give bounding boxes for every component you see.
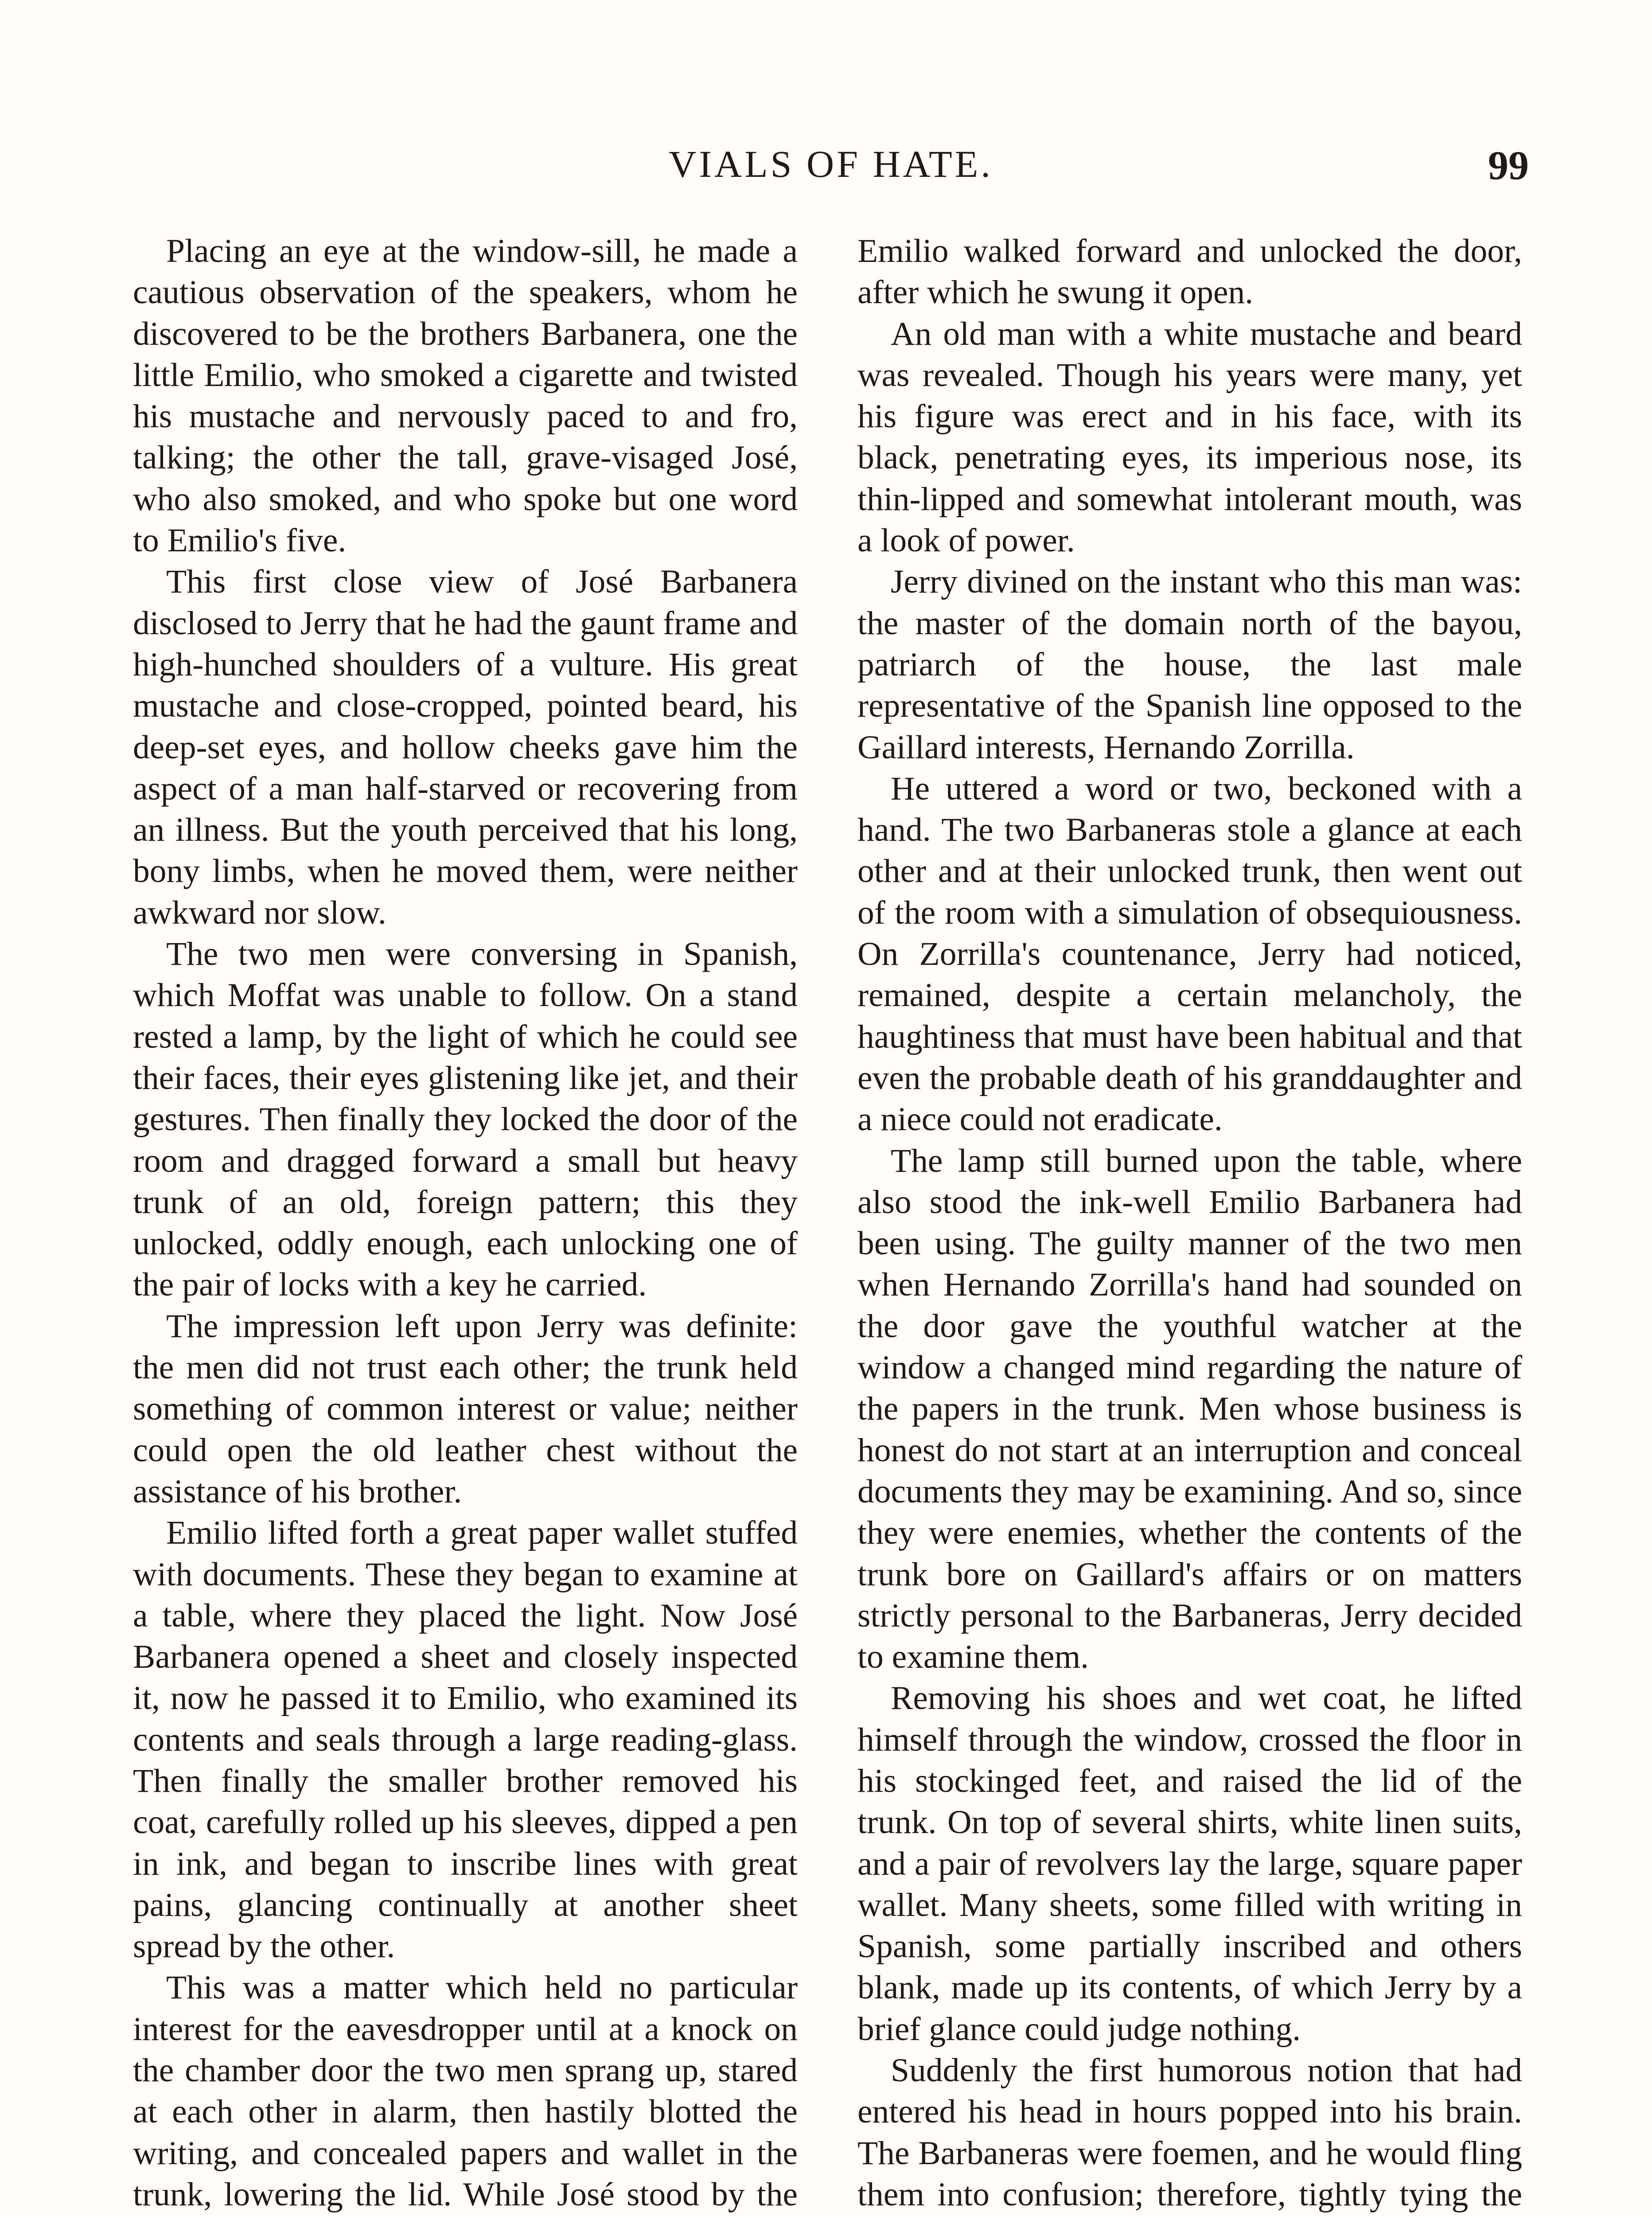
paragraph: This first close view of José Barbanera disclosed to Jerry that he had the gaunt frame and high-hunched shoulders of a vulture. His great mustache and close-cropped, pointed beard, his deep-set eyes, and hollow cheeks gave him the aspect of a man half-starved or recovering from an illness. But the youth perceived that his long, bony limbs, when he moved them, were neither awkward nor slow. [133,563,798,931]
paragraph: Emilio lifted forth a great paper wallet stuffed with documents. These they began to examine at a table, where they placed the light. Now José Barbanera opened a sheet and closely inspected it, now he passed it to Emilio, who examined its contents and seals through a large reading-glass. Then finally the smaller brother removed his coat, carefully rolled up his sleeves, dipped a pen in ink, and began to inscribe lines with great pains, glancing continually at another sheet spread by the other. [133,1514,798,1965]
paragraph: He uttered a word or two, beckoned with a hand. The two Barbaneras stole a glance at each other and at their unlocked trunk, then went out of the room with a simulation of obsequiousness. On Zorrilla's countenance, Jerry had noticed, remained, despite a certain melancholy, the haughtiness that must have been habitual and that even the probable death of his granddaughter and a niece could not eradicate. [857,770,1522,1138]
paragraph: Suddenly the first humorous notion that had entered his head in hours popped into his brain. The Barbaneras were foemen, and he would fling them into confusion; therefore, tightly tying the [857,2052,1522,2213]
paragraph: The lamp still burned upon the table, where also stood the ink-well Emilio Barbanera had been using. The guilty manner of the two men when Hernando Zorrilla's hand had sounded on the door gave the youthful watcher at the window a changed mind regarding the nature of the papers in the trunk. Men whose business is honest do not start at an interruption and conceal documents they may be examining. And so, since they were enemies, whether the contents of the trunk bore on Gaillard's affairs or on matters strictly personal to the Barbaneras, Jerry decided to examine them. [857,1142,1522,1676]
left-column [133,230,798,2216]
page-header [133,142,1529,204]
paragraph: The two men were conversing in Spanish, which Moffat was unable to follow. On a stand rested a lamp, by the light of which he could see their faces, their eyes glistening like jet, and their gestures. Then finally they locked the door of the room and dragged forward a small but heavy trunk of an old, foreign pattern; this they unlocked, oddly enough, each unlocking one of the pair of locks with a key he carried. [133,936,798,1303]
running-head: VIALS OF HATE. [669,143,993,185]
right-column [857,230,1522,2216]
paragraph: An old man with a white mustache and beard was revealed. Though his years were many, yet his figure was erect and in his face, with its black, penetrating eyes, its imperious nose, its thin-lipped and somewhat intolerant mouth, was a look of power. [857,315,1522,559]
paragraph: Jerry divined on the instant who this man was: the master of the domain north of the bayou, patriarch of the house, the last male representative of the Spanish line opposed to the Gaillard interests, Hernando Zorrilla. [857,563,1522,766]
paragraph-continued: Emilio walked forward and unlocked the door, after which he swung it open. [857,233,1522,311]
paragraph: Removing his shoes and wet coat, he lifted himself through the window, crossed the floor in his stockinged feet, and raised the lid of the trunk. On top of several shirts, white linen suits, and a pair of revolvers lay the large, square paper wallet. Many sheets, some filled with writing in Spanish, some partially inscribed and others blank, made up its contents, of which Jerry by a brief glance could judge nothing. [857,1680,1522,2048]
paragraph: This was a matter which held no particular interest for the eavesdropper until at a knock on the chamber door the two men sprang up, stared at each other in alarm, then hastily blotted the writing, and concealed papers and wallet in the trunk, lowering the lid. While José stood by the [133,1969,798,2213]
paragraph: The impression left upon Jerry was definite: the men did not trust each other; the trunk held something of common interest or value; neither could open the old leather chest without the assistance of his brother. [133,1307,798,1510]
page-number: 99 [1488,143,1529,188]
paragraph: Placing an eye at the window-sill, he made a cautious observation of the speakers, whom he discovered to be the brothers Barbanera, one the little Emilio, who smoked a cigarette and twisted his mustache and nervously paced to and fro, talking; the other the tall, grave-visaged José, who also smoked, and who spoke but one word to Emilio's five. [133,233,798,559]
